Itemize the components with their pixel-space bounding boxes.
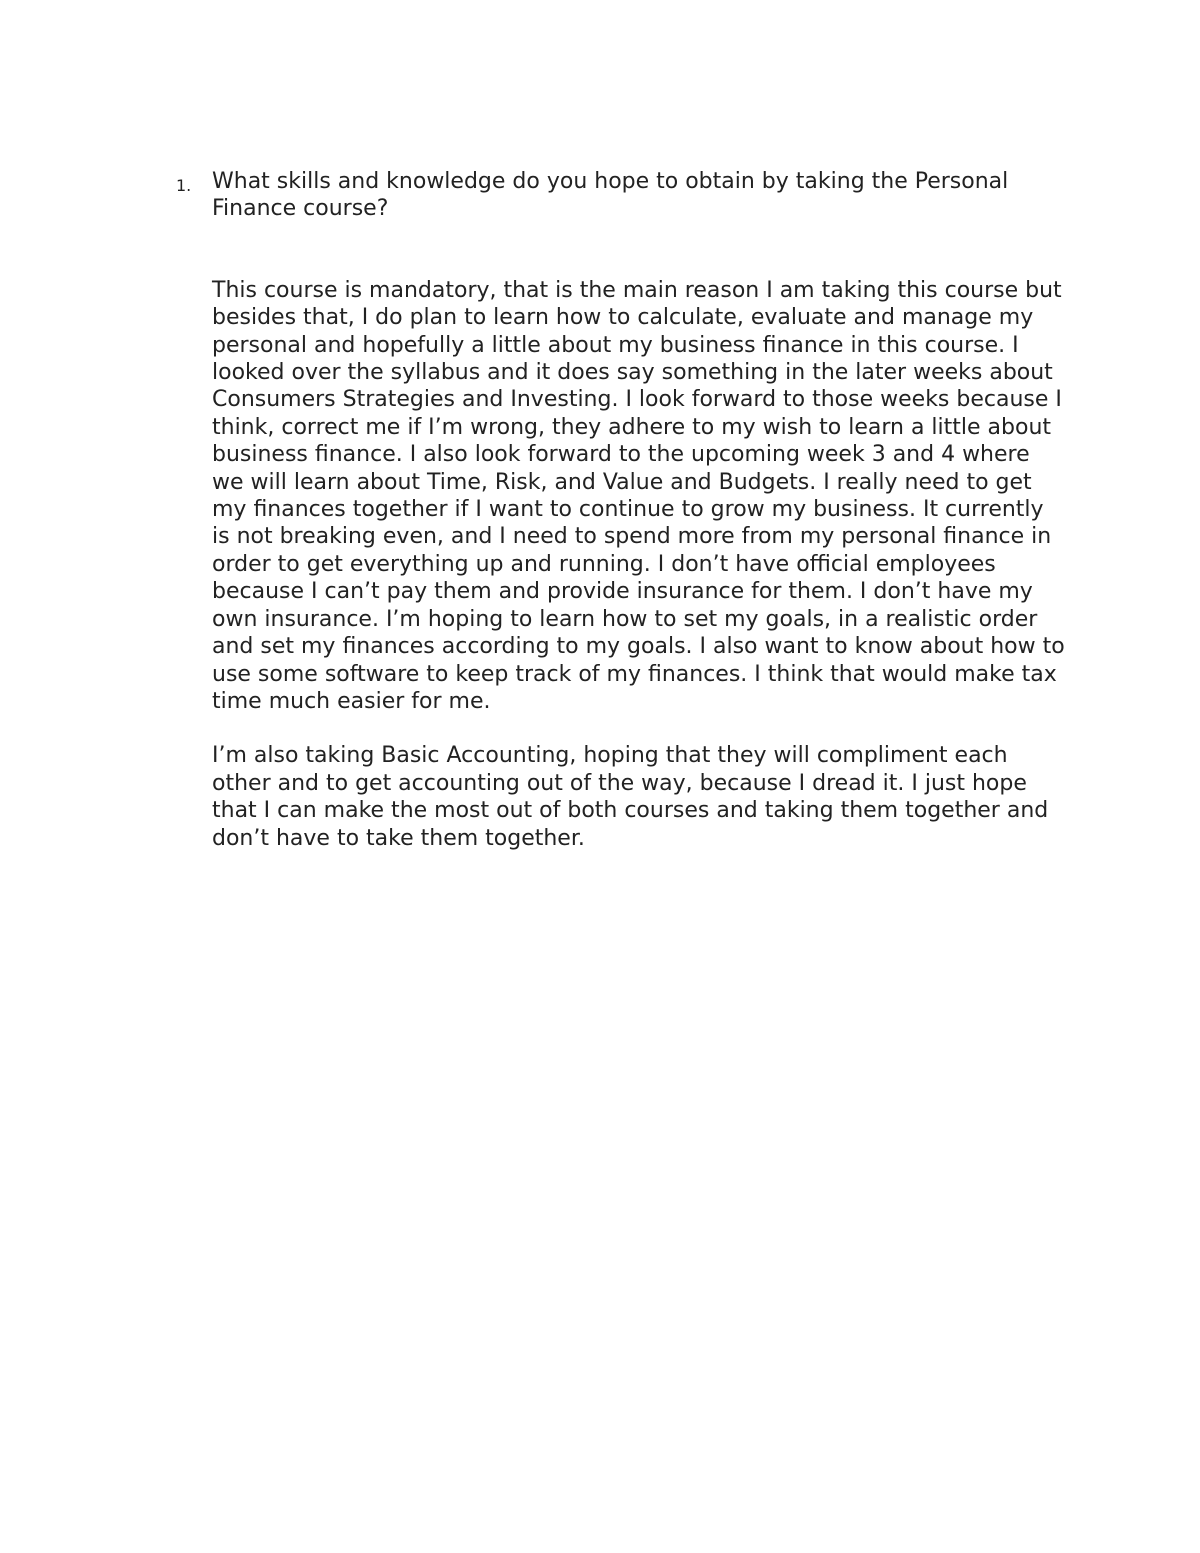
question-text: What skills and knowledge do you hope to obtain by taking the Personal Finance course? — [212, 169, 1009, 222]
list-number: 1. — [176, 176, 192, 195]
question-item — [176, 168, 1066, 852]
answer-paragraph: This course is mandatory, that is the main reason I am taking this course but besides that, I do plan to learn how to calculate, evaluate and manage my personal and hopefully a little about my business finance in this course. I looked over the syllabus and it does say something in the later weeks about Consumers Strategies and Investing. I look forward to those weeks because I think, correct me if I’m wrong, they adhere to my wish to learn a little about business finance. I also look forward to the upcoming week 3 and 4 where we will learn about Time, Risk, and Value and Budgets. I really need to get my finances together if I want to continue to grow my business. It currently is not breaking even, and I need to spend more from my personal finance in order to get everything up and running. I don’t have official employees because I can’t pay them and provide insurance for them. I don’t have my own insurance. I’m hoping to learn how to set my goals, in a realistic order and set my finances according to my goals. I also want to know about how to use some software to keep track of my finances. I think that would make tax time much easier for me. — [212, 277, 1065, 714]
answer-paragraph: I’m also taking Basic Accounting, hoping that they will compliment each other and to get accounting out of the way, because I dread it. I just hope that I can make the most out of both courses and taking them together and don’t have to take them together. — [212, 743, 1049, 851]
